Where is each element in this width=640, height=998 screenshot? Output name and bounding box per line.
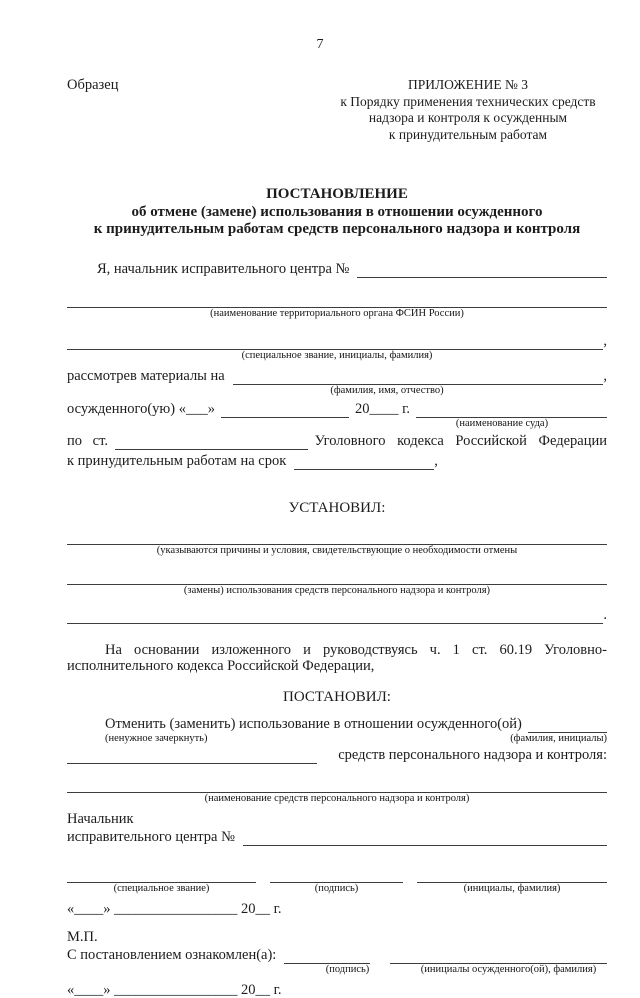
rank-blank — [67, 333, 603, 350]
rank-sign-blank — [67, 866, 256, 883]
caption-initials: (инициалы, фамилия) — [463, 882, 561, 894]
means-blank-lead — [67, 747, 317, 764]
means-text: средств персонального надзора и контроля: — [338, 746, 607, 763]
cancel-captions — [67, 733, 607, 745]
basis-paragraph — [67, 642, 607, 674]
reasons-blank-3 — [67, 607, 603, 624]
title-line: к принудительным работам средств персонального надзора и контроля — [93, 221, 581, 237]
appendix-block — [329, 77, 607, 143]
article-blank — [115, 433, 308, 450]
fio-blank — [233, 368, 604, 385]
basis-line-2: исполнительного кодекса Российской Федерации, — [67, 657, 375, 674]
signature-captions-row — [67, 883, 607, 895]
caption-reasons-2: (замены) использования средств персонального надзора и контроля) — [183, 584, 491, 596]
caption-strike: (ненужное зачеркнуть) — [105, 732, 208, 744]
comma: , — [603, 332, 607, 349]
stamp-label: М.П. — [67, 928, 98, 945]
means-name-blank — [67, 777, 607, 793]
opening-row — [67, 261, 607, 278]
rank-row — [67, 333, 607, 350]
signature-blank — [270, 866, 403, 883]
title-line: об отмене (замене) использования в отношении осужденного — [131, 203, 543, 220]
reviewed-row — [67, 368, 607, 385]
signature-blanks-row — [67, 866, 607, 883]
chief-center-blank — [243, 829, 607, 846]
ack-sign-blank — [284, 947, 370, 964]
appendix-line: надзора и контроля к осужденным — [368, 110, 568, 125]
article-row — [67, 433, 607, 450]
appendix-line: ПРИЛОЖЕНИЕ № 3 — [407, 77, 529, 92]
term-row — [67, 453, 607, 470]
ack-initials-blank — [390, 947, 607, 964]
page-number: 7 — [316, 37, 324, 52]
caption-surname: (фамилия, инициалы) — [510, 732, 607, 744]
date-line-1: «____» _________________ 20__ г. — [67, 900, 282, 917]
convicted-row — [67, 401, 607, 418]
center-number-blank — [357, 261, 607, 278]
period: . — [603, 606, 607, 623]
surname-blank — [528, 716, 607, 733]
sentence-date-blank — [221, 401, 349, 418]
article-post: Уголовного кодекса Российской Федерации — [314, 432, 607, 449]
reasons-row-3 — [67, 607, 607, 624]
chief-label-2: исправительного центра № — [67, 828, 235, 845]
caption-rank: (специальное звание, инициалы, фамилия) — [241, 349, 433, 361]
caption-reasons-1: (указываются причины и условия, свидетельствующие о необходимости отмены — [156, 544, 518, 556]
caption-special-rank: (специальное звание) — [113, 882, 210, 894]
cancel-text: Отменить (заменить) использование в отношении осужденного(ой) — [105, 715, 522, 732]
term-blank — [294, 453, 434, 470]
opening-text: Я, начальник исправительного центра № — [97, 260, 350, 277]
caption-court: (наименование суда) — [455, 417, 549, 429]
date-line-2: «____» _________________ 20__ г. — [67, 981, 282, 998]
resolved-heading: ПОСТАНОВИЛ: — [283, 688, 391, 705]
caption-fio: (фамилия, имя, отчество) — [330, 384, 444, 396]
reviewed-text: рассмотрев материалы на — [67, 367, 225, 384]
acknowledged-text: С постановлением ознакомлен(а): — [67, 946, 277, 963]
court-blank — [416, 401, 607, 418]
chief-row — [67, 829, 607, 846]
appendix-line: к Порядку применения технических средств — [340, 93, 596, 109]
document-title — [67, 186, 607, 239]
chief-label-1: Начальник — [67, 810, 134, 827]
acknowledged-captions — [67, 964, 607, 976]
article-pre: по ст. — [67, 432, 108, 449]
term-text: к принудительным работам на срок — [67, 452, 287, 469]
appendix-line: к принудительным работам — [388, 126, 548, 142]
comma: , — [434, 452, 438, 469]
sample-label: Образец — [67, 77, 119, 93]
cancel-row — [67, 716, 607, 733]
territorial-organ-blank — [67, 292, 607, 308]
caption-ack-sign: (подпись) — [325, 963, 370, 975]
acknowledged-row — [67, 947, 607, 964]
header-row — [67, 77, 607, 143]
established-heading: УСТАНОВИЛ: — [288, 499, 386, 516]
title-line: ПОСТАНОВЛЕНИЕ — [266, 186, 408, 202]
caption-means: (наименование средств персонального надзора и контроля) — [204, 792, 470, 804]
initials-blank — [417, 866, 607, 883]
caption-ack-initials: (инициалы осужденного(ой), фамилия) — [420, 963, 597, 975]
caption-territorial: (наименование территориального органа ФСИН России) — [210, 307, 464, 319]
convicted-text: осужденного(ую) «___» — [67, 400, 215, 417]
means-row — [67, 747, 607, 764]
basis-line-1: На основании изложенного и руководствуясь ч. 1 ст. 60.19 Уголовно- — [105, 641, 607, 658]
year-text: 20____ г. — [354, 400, 411, 417]
caption-sign: (подпись) — [314, 882, 359, 894]
comma: , — [603, 367, 607, 384]
reasons-blank-1 — [67, 529, 607, 545]
reasons-blank-2 — [67, 569, 607, 585]
